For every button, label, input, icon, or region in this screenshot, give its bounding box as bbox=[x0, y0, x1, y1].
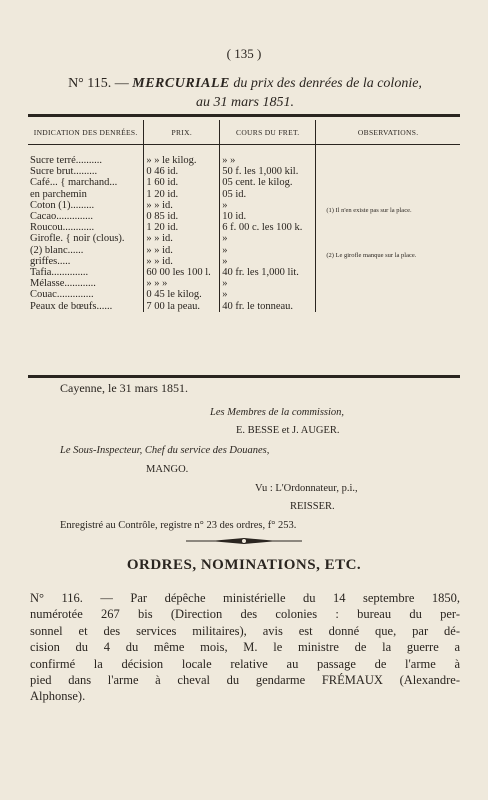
observations-cell bbox=[316, 155, 460, 312]
decree-number: N° 115. — bbox=[68, 76, 129, 91]
price-cell: » » id. bbox=[144, 233, 220, 244]
paragraph-line: numérotée 267 bis (Direction des colonies : bureau du per- bbox=[30, 607, 460, 622]
price-cell: » » le kilog. bbox=[144, 155, 220, 166]
title-subtitle: du prix des denrées de la colonie, bbox=[233, 76, 422, 91]
commodity-name: (2) blanc...... bbox=[30, 244, 84, 256]
table-top-rule bbox=[28, 114, 460, 117]
price-cell: 1 60 id. bbox=[144, 177, 220, 188]
freight-cell: » bbox=[220, 256, 316, 267]
price-cell: » » id. bbox=[144, 256, 220, 267]
commodity-name: Coton (1)......... bbox=[30, 199, 95, 211]
inspector-label: Le Sous-Inspecteur, Chef du service des Douanes, bbox=[60, 445, 270, 456]
price-cell: 0 46 id. bbox=[144, 166, 220, 177]
freight-cell: 05 cent. le kilog. bbox=[220, 177, 316, 188]
vu-name: REISSER. bbox=[290, 501, 335, 512]
price-cell: 60 00 les 100 l. bbox=[144, 267, 220, 278]
commission-label: Les Membres de la commission, bbox=[210, 407, 345, 418]
ornament-divider bbox=[0, 536, 488, 546]
paragraph-line: N° 116. — Par dépêche ministérielle du 14 septembre 1850, bbox=[30, 591, 460, 605]
table-header-row bbox=[28, 120, 460, 145]
place-date: Cayenne, le 31 mars 1851. bbox=[60, 381, 188, 395]
commission-names: E. BESSE et J. AUGER. bbox=[236, 425, 340, 436]
commodity-name: Roucou............ bbox=[30, 222, 95, 234]
freight-cell: 40 fr. les 1,000 lit. bbox=[220, 267, 316, 278]
commodity-name: Sucre terré.......... bbox=[30, 155, 103, 166]
commodity-name: Peaux de bœufs...... bbox=[30, 300, 113, 312]
mercuriale-table bbox=[28, 120, 460, 312]
decree-paragraph bbox=[30, 590, 460, 705]
price-cell: » » id. bbox=[144, 245, 220, 256]
vu-label: Vu : L'Ordonnateur, p.i., bbox=[255, 483, 358, 494]
freight-cell: 10 id. bbox=[220, 211, 316, 222]
price-cell: 1 20 id. bbox=[144, 222, 220, 233]
freight-cell: » bbox=[220, 289, 316, 300]
freight-cell: 6 f. 00 c. les 100 k. bbox=[220, 222, 316, 233]
price-cell: 0 85 id. bbox=[144, 211, 220, 222]
commodity-name: Tafia.............. bbox=[30, 267, 89, 279]
column-header-observations: OBSERVATIONS. bbox=[316, 120, 460, 145]
price-cell: » » id. bbox=[144, 200, 220, 211]
freight-cell: » » bbox=[220, 155, 316, 166]
freight-cell: » bbox=[220, 233, 316, 244]
column-header-prix: PRIX. bbox=[144, 120, 220, 145]
commodity-name: en parchemin bbox=[30, 188, 87, 200]
freight-cell: » bbox=[220, 200, 316, 211]
paragraph-line: Alphonse). bbox=[30, 689, 86, 704]
freight-cell: 50 f. les 1,000 kil. bbox=[220, 166, 316, 177]
paragraph-line: pied dans l'arme à cheval du gendarme FRÉMAUX (Alexandre- bbox=[30, 673, 460, 688]
table-spacer-row bbox=[28, 145, 460, 156]
paragraph-line: sonnel et des services militaires), avis est donné que, par dé- bbox=[30, 623, 460, 638]
commodity-name: Café... { marchand... bbox=[30, 177, 118, 189]
price-cell: 0 45 le kilog. bbox=[144, 289, 220, 300]
commodity-name: griffes..... bbox=[30, 255, 71, 267]
commodity-name: Couac.............. bbox=[30, 289, 94, 301]
freight-cell: 05 id. bbox=[220, 189, 316, 200]
title-main: MERCURIALE bbox=[132, 76, 230, 91]
observation-note: (2) Le girofle manque sur la place. bbox=[326, 252, 417, 259]
price-cell: 1 20 id. bbox=[144, 189, 220, 200]
title-date: au 31 mars 1851. bbox=[195, 95, 294, 110]
page-number: ( 135 ) bbox=[226, 46, 262, 61]
price-cell: » » » bbox=[144, 278, 220, 289]
commodity-name: Mélasse............ bbox=[30, 278, 96, 290]
table-bottom-rule bbox=[28, 375, 460, 378]
paragraph-line: cision du 4 du même mois, M. le ministre de la guerre a bbox=[30, 640, 460, 655]
commodity-name: Girofle. { noir (clous). bbox=[30, 233, 125, 245]
column-header-fret: COURS DU FRET. bbox=[220, 120, 316, 145]
freight-cell: » bbox=[220, 245, 316, 256]
commodity-name: Sucre brut......... bbox=[30, 166, 98, 178]
freight-cell: 40 fr. le tonneau. bbox=[220, 301, 316, 312]
inspector-name: MANGO. bbox=[146, 464, 189, 475]
paragraph-line: confirmé la décision locale relative au passage de l'arme à bbox=[30, 656, 460, 671]
observation-note: (1) Il n'en existe pas sur la place. bbox=[326, 207, 412, 214]
freight-cell: » bbox=[220, 278, 316, 289]
price-cell: 7 00 la peau. bbox=[144, 301, 220, 312]
column-header-denrees: INDICATION DES DENRÉES. bbox=[28, 120, 144, 145]
table-row bbox=[28, 155, 460, 166]
document-title bbox=[30, 74, 460, 112]
commodity-name: Cacao.............. bbox=[30, 211, 93, 223]
registration-note: Enregistré au Contrôle, registre n° 23 des ordres, f° 253. bbox=[60, 520, 297, 531]
section-heading: ORDRES, NOMINATIONS, ETC. bbox=[126, 557, 362, 573]
